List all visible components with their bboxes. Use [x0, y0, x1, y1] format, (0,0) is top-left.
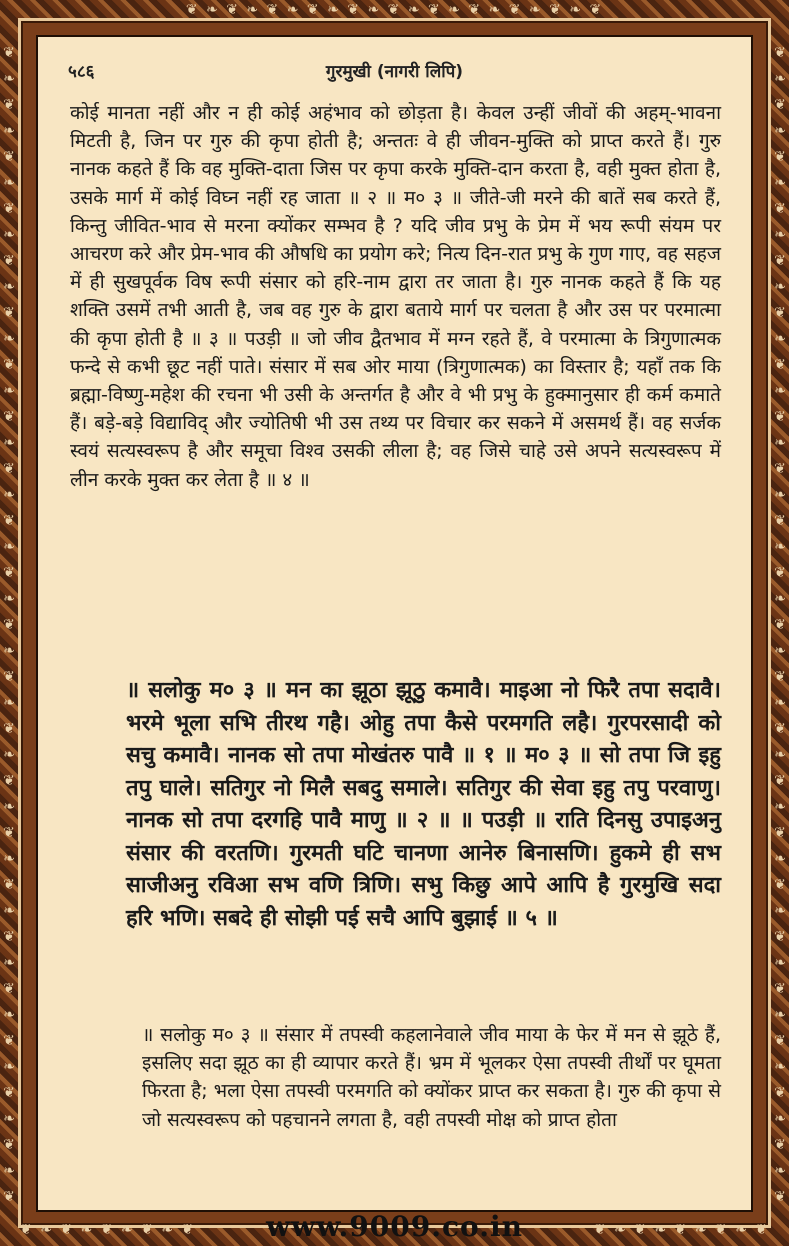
left-ornament-icon: ❦ ❧ ❦ ❧ ❦ ❧ ❦ ❧ ❦ ❧ ❦ ❧ ❦ ❧ ❦ ❧ ❦ ❧ ❦ ❧ ❦ ❧ ❦ ❧ ❦ ❧ ❦ ❧ ❦ ❧ ❦ ❧ ❦ ❧ ❦ ❧ ❦ ❧ ❦ ❧ ❦ ❧ ❦ ❧ ❦	[3, 45, 15, 1205]
bottom-left-ornament-icon: ❦ ❧ ❦ ❧ ❦ ❧ ❦ ❧ ❦	[20, 1222, 196, 1238]
page-number: ५८६	[68, 62, 95, 82]
page-header	[38, 59, 751, 87]
bottom-right-ornament-icon: ❦ ❧ ❦ ❧ ❦ ❧ ❦ ❧ ❦	[593, 1222, 769, 1238]
top-ornament-icon: ❦ ❧ ❦ ❧ ❦ ❧ ❦ ❧ ❦ ❧ ❦ ❧ ❦ ❧ ❦ ❧ ❦ ❧ ❦ ❧ ❦	[185, 2, 604, 18]
page-title: गुरमुखी (नागरी लिपि)	[325, 62, 464, 82]
verse-paragraph: ॥ सलोकु म० ३ ॥ मन का झूठा झूठु कमावै। माइआ नो फिरै तपा सदावै। भरमे भूला सभि तीरथ गहै। ओहु तपा कैसे परमगति लहै। गुरपरसादी को सचु कमावै। नानक सो तपा मोखंतरु पावै ॥ १ ॥ म० ३ ॥ सो तपा जि इहु तपु घाले। सतिगुर नो मिलै सबदु समाले। सतिगुर की सेवा इहु तपु परवाणु। नानक सो तपा दरगहि पावै माणु ॥ २ ॥ ॥ पउड़ी ॥ राति दिनसु उपाइअनु संसार की वरतणि। गुरमती घटि चानणा आनेरु बिनासणि। हुकमे ही सभ साजीअनु रविआ सभ वणि त्रिणि। सभु किछु आपे आपि है गुरमुखि सदा हरि भणि। सबदे ही सोझी पई सचै आपि बुझाई ॥ ५ ॥	[126, 678, 721, 931]
scripture-page	[36, 35, 753, 1212]
translation-paragraph: कोई मानता नहीं और न ही कोई अहंभाव को छोड़ता है। केवल उन्हीं जीवों की अहम्-भावना मिटती है, जिन पर गुरु की कृपा होती है; अन्ततः वे ही जीवन-मुक्ति को प्राप्त करते हैं। गुरु नानक कहते हैं कि वह मुक्ति-दाता जिस पर कृपा करके मुक्ति-दान करता है, वही मुक्त होता है, उसके मार्ग में कोई विघ्न नहीं रह जाता ॥ २ ॥ म० ३ ॥ जीते-जी मरने की बातें सब करते हैं, किन्तु जीवित-भाव से मरना क्योंकर सम्भव है ? यदि जीव प्रभु के प्रेम में भय रूपी संयम पर आचरण करे और प्रेम-भाव की औषधि का प्रयोग करे; नित्य दिन-रात प्रभु के गुण गाए, वह सहज में ही सुखपूर्वक विष रूपी संसार को हरि-नाम द्वारा तर जाता है। गुरु नानक कहते हैं कि यह शक्ति उसमें तभी आती है, जब वह गुरु के द्वारा बताये मार्ग पर चलता है और उस पर परमात्मा की कृपा होती है ॥ ३ ॥ पउड़ी ॥ जो जीव द्वैतभाव में मग्न रहते हैं, वे परमात्मा के त्रिगुणात्मक फन्दे से कभी छूट नहीं पाते। संसार में सब ओर माया (त्रिगुणात्मक) का विस्तार है; यहाँ तक कि ब्रह्मा-विष्णु-महेश की रचना भी उसी के अन्तर्गत है और वे भी प्रभु के हुक्मानुसार ही कर्म कमाते हैं। बड़े-बड़े विद्याविद् और ज्योतिषी भी उस तथ्य पर विचार कर सकने में असमर्थ हैं। वह सर्जक स्वयं सत्यस्वरूप है और समूचा विश्व उसकी लीला है; वह जिसे चाहे उसे अपने सत्यस्वरूप में लीन करके मुक्त कर लेता है ॥ ४ ॥	[70, 102, 721, 491]
translation-paragraph-2: ॥ सलोकु म० ३ ॥ संसार में तपस्वी कहलानेवाले जीव माया के फेर में मन से झूठे हैं, इसलिए सदा झूठ का ही व्यापार करते हैं। भ्रम में भूलकर ऐसा तपस्वी तीर्थों पर घूमता फिरता है; भला ऐसा तपस्वी परमगति को क्योंकर प्राप्त कर सकता है। गुरु की कृपा से जो सत्यस्वरूप को पहचानने लगता है, वही तपस्वी मोक्ष को प्राप्त होता	[142, 1024, 721, 1131]
website-link[interactable]: www.9009.co.in	[266, 1210, 523, 1243]
right-ornament-icon: ❦ ❧ ❦ ❧ ❦ ❧ ❦ ❧ ❦ ❧ ❦ ❧ ❦ ❧ ❦ ❧ ❦ ❧ ❦ ❧ ❦ ❧ ❦ ❧ ❦ ❧ ❦ ❧ ❦ ❧ ❦ ❧ ❦ ❧ ❦ ❧ ❦ ❧ ❦ ❧ ❦ ❧ ❦ ❧ ❦	[774, 45, 786, 1205]
